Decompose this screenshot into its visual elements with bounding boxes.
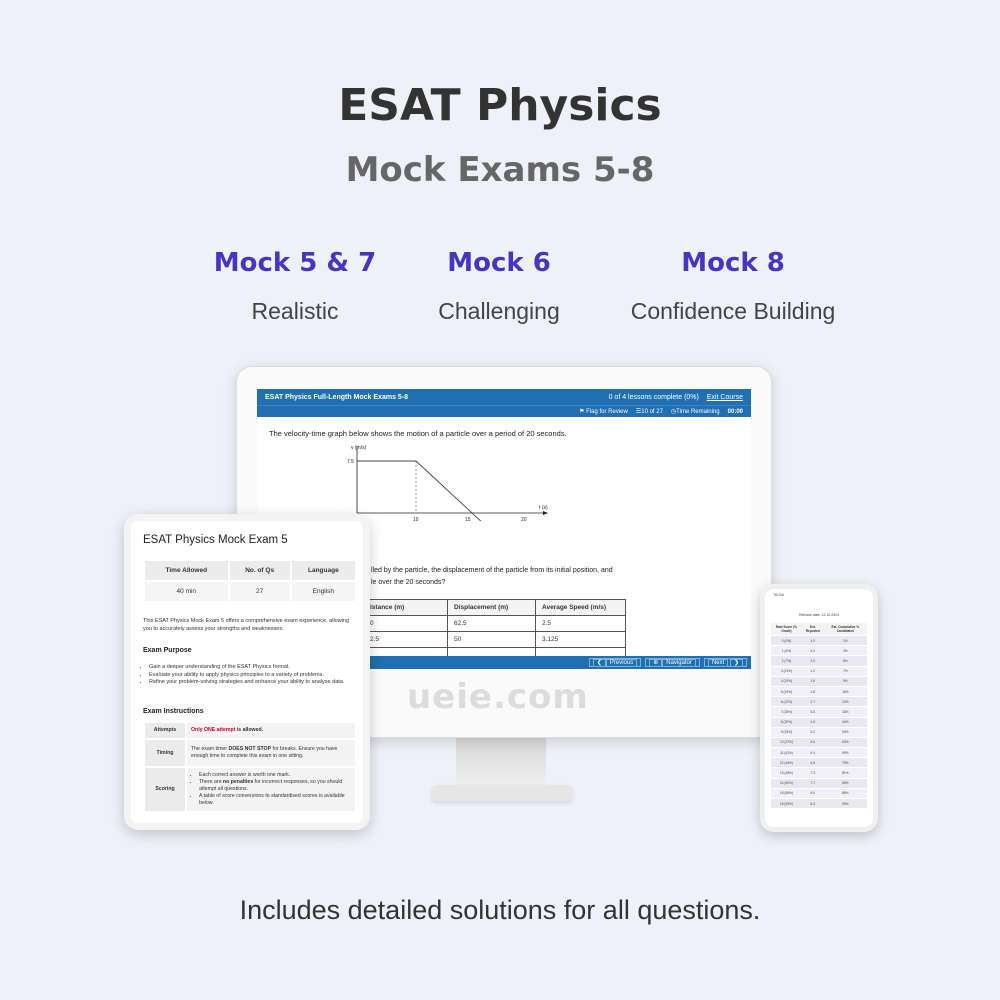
attempts-warning: Only ONE attempt <box>191 727 236 733</box>
table-cell: 85% <box>824 778 867 788</box>
page-title: ESAT Physics <box>338 80 662 131</box>
column-header: Est. Cumulative % Candidates <box>824 623 867 636</box>
table-row <box>771 768 867 778</box>
navigator-button[interactable] <box>645 658 700 667</box>
table-cell: 0 (0%) <box>771 636 802 646</box>
x-tick-label: 10 <box>413 517 419 521</box>
scoring-text: There are <box>199 779 223 785</box>
table-cell: 16% <box>824 686 867 696</box>
table-row <box>771 656 867 666</box>
column-header: Average Speed (m/s) <box>536 600 626 616</box>
row-label: Attempts <box>144 722 186 739</box>
y-tick-label: 7.5 <box>347 459 354 465</box>
scoring-text: for incorrect responses, so you should attempt all questions. <box>199 779 343 792</box>
table-cell: 3% <box>824 646 867 656</box>
table-row[interactable] <box>364 616 626 632</box>
table-cell: 11 (41%) <box>771 748 802 758</box>
table-cell: 33% <box>824 707 867 717</box>
table-cell: 69% <box>824 748 867 758</box>
clock-icon: ◷ <box>670 409 677 415</box>
table-row <box>771 799 867 809</box>
list-icon: ☰ <box>635 409 642 415</box>
table-row[interactable] <box>364 632 626 648</box>
phone-device <box>760 584 878 832</box>
list-item <box>199 779 351 793</box>
table-cell: 3.8 <box>802 707 824 717</box>
velocity-line <box>357 461 513 521</box>
course-progress: 0 of 4 lessons complete (0%) <box>608 393 699 401</box>
mock-6-feature <box>369 248 629 325</box>
table-cell: 90% <box>824 799 867 809</box>
info-header: Time Allowed <box>144 560 229 581</box>
table-cell: 1.6 <box>802 676 824 686</box>
list-item: • Evaluate your ability to apply physics principles to a variety of problems. <box>149 672 357 680</box>
table-cell: 5 (19%) <box>771 686 802 696</box>
table-cell: 1.0 <box>802 636 824 646</box>
release-date: Release date: 12.10.2024 <box>798 613 840 617</box>
table-cell: 8 (30%) <box>771 717 802 727</box>
column-header: Raw Score (% Grade) <box>771 623 802 636</box>
mock-name: Mock 5 & 7 <box>213 248 377 278</box>
table-cell: 5.2 <box>802 727 824 737</box>
velocity-time-graph <box>343 441 553 521</box>
table-cell: 8.0 <box>802 788 824 798</box>
page-subtitle: Mock Exams 5-8 <box>345 150 655 190</box>
table-cell: 1.0 <box>802 666 824 676</box>
column-header: Est. Reported <box>802 623 824 636</box>
table-cell: 4 (15%) <box>771 676 802 686</box>
table-row <box>771 636 867 646</box>
purpose-list <box>149 664 357 687</box>
question-text-2: lled by the particle, the displacement of the particle from its initial position, and <box>371 567 613 574</box>
exit-course-link[interactable]: Exit Course <box>706 393 743 401</box>
table-cell: 24% <box>824 697 867 707</box>
table-cell: 5.6 <box>802 737 824 747</box>
exam-description: This ESAT Physics Mock Exam 5 offers a comprehensive exam experience, allowing you to accurately assess your strengths and weaknesses. <box>143 618 350 632</box>
next-label: Next <box>708 659 728 667</box>
table-row <box>771 778 867 788</box>
table-cell: 6.8 <box>802 758 824 768</box>
row-value <box>186 739 356 767</box>
table-row <box>771 717 867 727</box>
table-cell: 3.125 <box>536 632 626 648</box>
flag-for-review-button[interactable] <box>579 408 628 415</box>
table-cell: 6 (22%) <box>771 697 802 707</box>
score-conversion-table <box>771 623 867 808</box>
x-tick-label: 15 <box>465 517 471 521</box>
footer-text: Includes detailed solutions for all questions. <box>239 895 761 925</box>
table-cell: 3 (11%) <box>771 666 802 676</box>
list-item: • Each correct answer is worth one mark. <box>199 772 351 779</box>
info-header: Language <box>291 560 356 581</box>
exam-title: ESAT Physics Mock Exam 5 <box>143 534 288 546</box>
table-cell: 7.7 <box>802 778 824 788</box>
table-cell: 1% <box>824 636 867 646</box>
flag-label: Flag for Review <box>586 409 628 415</box>
table-row <box>771 758 867 768</box>
monitor-stand-neck <box>456 737 546 789</box>
table-cell: 1.8 <box>802 686 824 696</box>
chevron-left-icon: ❮ <box>593 659 606 667</box>
table-cell: 12 (44%) <box>771 758 802 768</box>
table-cell: 9 (33%) <box>771 727 802 737</box>
previous-button[interactable] <box>589 658 641 667</box>
table-row <box>771 707 867 717</box>
row-label: Timing <box>144 739 186 767</box>
answer-options-table <box>363 599 626 664</box>
course-header <box>257 389 751 405</box>
info-header: No. of Qs <box>229 560 291 581</box>
table-row <box>771 748 867 758</box>
table-cell: 16 (59%) <box>771 799 802 809</box>
scoring-emphasis: no penalties <box>222 779 254 785</box>
table-cell: 6.4 <box>802 748 824 758</box>
table-cell: 10 (37%) <box>771 737 802 747</box>
monitor-stand-base <box>432 785 572 801</box>
table-row <box>771 727 867 737</box>
exam-info-table <box>143 559 357 603</box>
table-cell: 1.0 <box>802 646 824 656</box>
row-value <box>186 722 356 739</box>
time-label: Time Remaining <box>676 409 720 415</box>
timer <box>671 408 720 415</box>
table-row <box>771 666 867 676</box>
mock-8-feature <box>603 248 863 325</box>
table-cell: 44% <box>824 717 867 727</box>
info-value: English <box>291 581 356 602</box>
column-header: Displacement (m) <box>448 600 536 616</box>
table-row <box>771 737 867 747</box>
row-value <box>186 767 356 812</box>
timing-emphasis: DOES NOT STOP <box>228 746 272 752</box>
info-value: 27 <box>229 581 291 602</box>
exam-toolbar <box>257 405 751 417</box>
flag-icon: ⚑ <box>579 409 585 415</box>
purpose-heading: Exam Purpose <box>143 647 192 654</box>
x-axis-arrow <box>543 511 548 515</box>
list-item: • Gain a deeper understanding of the ESAT Physics format. <box>149 664 357 672</box>
table-cell: 2.5 <box>536 616 626 632</box>
table-cell: 7.3 <box>802 768 824 778</box>
time-value: 00:00 <box>727 408 743 415</box>
mock-desc: Challenging <box>438 298 560 324</box>
scoring-list <box>191 772 351 807</box>
list-item: • A table of score conversions to standardised scores is available below. <box>199 793 351 807</box>
table-cell: 50 <box>448 632 536 648</box>
table-cell: 81% <box>824 768 867 778</box>
navigator-label: Navigator <box>662 659 696 667</box>
table-cell: 5% <box>824 656 867 666</box>
mock-name: Mock 6 <box>447 248 551 278</box>
list-item: • Refine your problem-solving strategies and enhance your ability to analyse data. <box>149 679 357 687</box>
instructions-heading: Exam Instructions <box>143 708 204 715</box>
table-cell: 63% <box>824 737 867 747</box>
row-label: Scoring <box>144 767 186 812</box>
table-cell: 0 <box>364 616 448 632</box>
table-cell: 54% <box>824 727 867 737</box>
watermark: ueie.com <box>407 677 589 717</box>
table-row <box>771 646 867 656</box>
navigator-icon: ⊕ <box>649 659 662 667</box>
table-cell: 62.5 <box>448 616 536 632</box>
question-counter <box>636 408 663 415</box>
mock-name: Mock 8 <box>681 248 785 278</box>
table-row <box>771 788 867 798</box>
timing-text: The exam timer <box>191 746 229 752</box>
previous-label: Previous <box>606 659 637 667</box>
table-cell: 1.0 <box>802 656 824 666</box>
table-cell: 15 (56%) <box>771 788 802 798</box>
table-cell: 1 (4%) <box>771 646 802 656</box>
question-text: The velocity-time graph below shows the motion of a particle over a period of 20 seconds. <box>269 429 567 438</box>
status-bar: TikTok <box>773 592 785 597</box>
table-cell: 7% <box>824 666 867 676</box>
table-row <box>771 676 867 686</box>
mock-desc: Realistic <box>251 298 339 324</box>
table-cell: 7 (26%) <box>771 707 802 717</box>
table-row <box>771 686 867 696</box>
chevron-right-icon: ❯ <box>730 659 743 667</box>
timing-text: for breaks. Ensure you have enough time to complete this exam in one sitting. <box>191 746 338 759</box>
tablet-device <box>124 514 370 830</box>
info-value: 40 min <box>144 581 229 602</box>
table-row <box>771 697 867 707</box>
table-cell: 13 (48%) <box>771 768 802 778</box>
y-axis-label: v (m/s) <box>351 445 367 451</box>
instructions-table <box>143 721 357 813</box>
question-text-3: le over the 20 seconds? <box>371 579 446 586</box>
x-axis-label: t (s) <box>539 505 548 511</box>
table-cell: 88% <box>824 788 867 798</box>
table-cell: 2.5 <box>364 632 448 648</box>
table-cell: 9% <box>824 676 867 686</box>
attempts-rest: is allowed. <box>235 727 264 733</box>
column-header: istance (m) <box>364 600 448 616</box>
mock-desc: Confidence Building <box>630 298 836 324</box>
table-header-row <box>364 600 626 616</box>
course-title: ESAT Physics Full-Length Mock Exams 5-8 <box>265 393 409 401</box>
table-cell: 8.3 <box>802 799 824 809</box>
table-cell: 14 (52%) <box>771 778 802 788</box>
table-cell: 2 (7%) <box>771 656 802 666</box>
table-cell: 75% <box>824 758 867 768</box>
x-tick-label: 20 <box>521 517 527 521</box>
counter-label: 10 of 27 <box>641 409 663 415</box>
table-cell: 2.7 <box>802 697 824 707</box>
table-cell: 4.6 <box>802 717 824 727</box>
next-button[interactable] <box>704 658 747 667</box>
